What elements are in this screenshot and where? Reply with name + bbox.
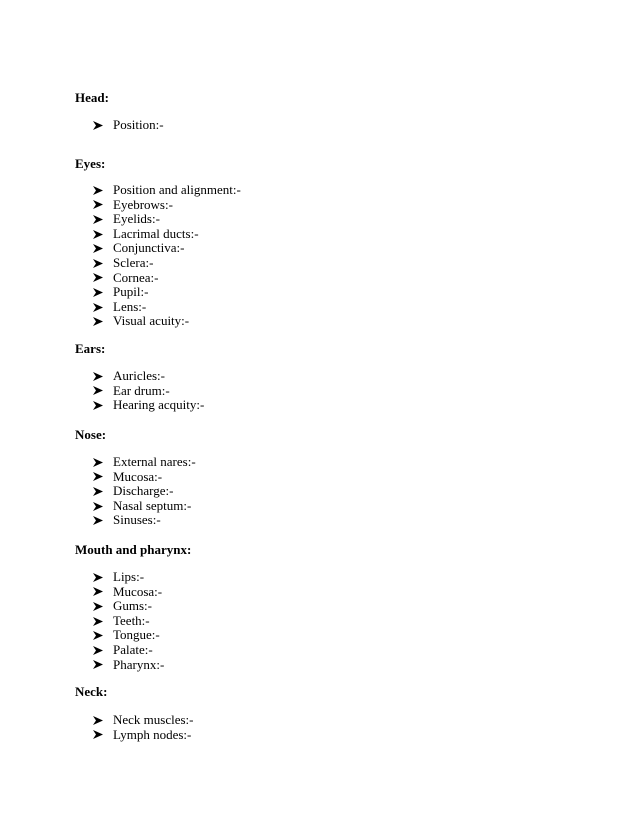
arrowhead-checkmark-icon xyxy=(92,728,104,743)
arrowhead-checkmark-icon xyxy=(92,241,104,256)
item-label: Auricles:- xyxy=(113,368,165,383)
arrowhead-checkmark-icon xyxy=(92,643,104,658)
arrowhead-checkmark-icon xyxy=(92,271,104,286)
item-label: Sinuses:- xyxy=(113,512,161,528)
item-label: Lips:- xyxy=(113,569,145,584)
item-label: Nasal septum:- xyxy=(113,497,192,513)
arrowhead-checkmark-icon xyxy=(92,212,104,227)
section-heading: Eyes: xyxy=(75,156,106,171)
arrowhead-checkmark-icon xyxy=(92,183,104,198)
section-heading: Nose: xyxy=(75,427,107,442)
arrowhead-checkmark-icon xyxy=(92,369,104,384)
arrowhead-checkmark-icon xyxy=(92,256,104,271)
item-label: Neck muscles:- xyxy=(113,712,194,727)
item-label: Eyebrows:- xyxy=(113,196,173,212)
arrowhead-checkmark-icon xyxy=(92,455,104,470)
item-label: Conjunctiva:- xyxy=(113,240,185,256)
arrowhead-checkmark-icon xyxy=(92,227,104,242)
item-label: Gums:- xyxy=(113,598,152,614)
item-label: Teeth:- xyxy=(113,612,150,628)
section-heading: Head: xyxy=(75,90,109,105)
item-label: Mucosa:- xyxy=(113,583,163,599)
arrowhead-checkmark-icon xyxy=(92,484,104,499)
item-label: Palate:- xyxy=(113,641,153,657)
item-label: Eyelids:- xyxy=(113,211,160,227)
arrowhead-checkmark-icon xyxy=(92,513,104,528)
section-heading: Ears: xyxy=(75,341,106,356)
item-label: Position and alignment:- xyxy=(113,182,241,197)
arrowhead-checkmark-icon xyxy=(92,384,104,399)
item-label: Discharge:- xyxy=(113,483,174,499)
arrowhead-checkmark-icon xyxy=(92,658,104,673)
item-label: Tongue:- xyxy=(113,627,160,643)
arrowhead-checkmark-icon xyxy=(92,198,104,213)
item-label: Lacrimal ducts:- xyxy=(113,225,199,241)
item-label: Position:- xyxy=(113,117,164,132)
section-heading: Neck: xyxy=(75,684,108,699)
arrowhead-checkmark-icon xyxy=(92,628,104,643)
item-label: Pupil:- xyxy=(113,284,149,300)
item-label: Mucosa:- xyxy=(113,468,163,484)
arrowhead-checkmark-icon xyxy=(92,285,104,300)
arrowhead-checkmark-icon xyxy=(92,599,104,614)
arrowhead-checkmark-icon xyxy=(92,300,104,315)
item-label: Visual acuity:- xyxy=(113,313,190,329)
arrowhead-checkmark-icon xyxy=(92,614,104,629)
item-label: Lymph nodes:- xyxy=(113,726,192,742)
arrowhead-checkmark-icon xyxy=(92,470,104,485)
item-label: Hearing acquity:- xyxy=(113,397,205,413)
item-label: Cornea:- xyxy=(113,269,159,285)
arrowhead-checkmark-icon xyxy=(92,499,104,514)
arrowhead-checkmark-icon xyxy=(92,118,104,133)
arrowhead-checkmark-icon xyxy=(92,713,104,728)
arrowhead-checkmark-icon xyxy=(92,398,104,413)
item-label: External nares:- xyxy=(113,454,196,469)
item-label: Sclera:- xyxy=(113,254,154,270)
section-heading: Mouth and pharynx: xyxy=(75,542,192,557)
item-label: Pharynx:- xyxy=(113,656,165,672)
arrowhead-checkmark-icon xyxy=(92,314,104,329)
arrowhead-checkmark-icon xyxy=(92,585,104,600)
item-label: Ear drum:- xyxy=(113,382,170,398)
arrowhead-checkmark-icon xyxy=(92,570,104,585)
item-label: Lens:- xyxy=(113,298,147,314)
